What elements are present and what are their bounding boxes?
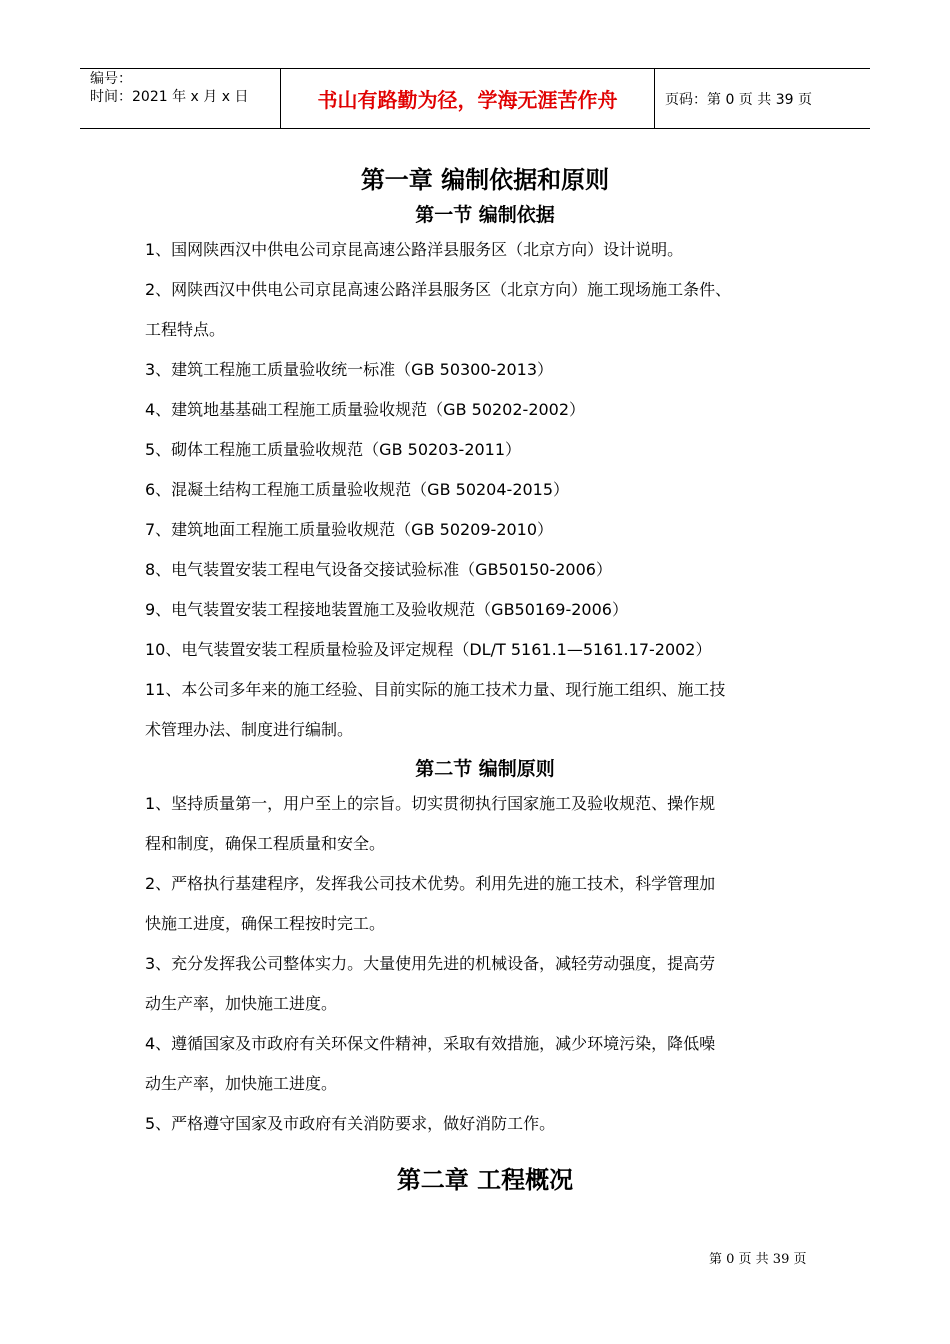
section-1-line: 8、电气装置安装工程电气设备交接试验标准（GB50150-2006） xyxy=(145,560,612,579)
section-1-title: 第一节 编制依据 xyxy=(415,204,555,226)
section-2-line: 1、坚持质量第一，用户至上的宗旨。切实贯彻执行国家施工及验收规范、操作规 xyxy=(145,794,716,813)
section-1-line: 10、电气装置安装工程质量检验及评定规程（DL/T 5161.1—5161.17-2002） xyxy=(145,640,712,659)
section-2-line: 4、遵循国家及市政府有关环保文件精神，采取有效措施，减少环境污染，降低噪 xyxy=(145,1034,716,1053)
section-1-line: 工程特点。 xyxy=(145,320,226,339)
header-motto-cell xyxy=(281,69,655,128)
section-2-list xyxy=(145,784,825,1144)
section-2-line: 2、严格执行基建程序，发挥我公司技术优势。利用先进的施工技术，科学管理加 xyxy=(145,874,716,893)
section-2-line: 3、充分发挥我公司整体实力。大量使用先进的机械设备，减轻劳动强度，提高劳 xyxy=(145,954,716,973)
section-1-line: 7、建筑地面工程施工质量验收规范（GB 50209-2010） xyxy=(145,520,554,539)
section-2-line: 动生产率，加快施工进度。 xyxy=(145,1074,338,1093)
header-page-cell xyxy=(655,69,870,128)
section-2-line: 动生产率，加快施工进度。 xyxy=(145,994,338,1013)
section-1-line: 4、建筑地基基础工程施工质量验收规范（GB 50202-2002） xyxy=(145,400,586,419)
chapter-1-title: 第一章 编制依据和原则 xyxy=(360,166,610,194)
header-motto: 书山有路勤为径，学海无涯苦作舟 xyxy=(317,88,618,112)
header-info-cell xyxy=(80,69,281,128)
section-1-line: 6、混凝土结构工程施工质量验收规范（GB 50204-2015） xyxy=(145,480,570,499)
section-1-line: 1、国网陕西汉中供电公司京昆高速公路洋县服务区（北京方向）设计说明。 xyxy=(145,240,684,259)
chapter-2-title: 第二章 工程概况 xyxy=(396,1166,574,1194)
header-page-code: 页码：第 0 页 共 39 页 xyxy=(665,91,812,108)
section-1-line: 术管理办法、制度进行编制。 xyxy=(145,720,354,739)
section-2-line: 5、严格遵守国家及市政府有关消防要求，做好消防工作。 xyxy=(145,1114,556,1133)
section-1-list xyxy=(145,230,825,750)
section-1-line: 3、建筑工程施工质量验收统一标准（GB 50300-2013） xyxy=(145,360,554,379)
section-1-line: 5、砌体工程施工质量验收规范（GB 50203-2011） xyxy=(145,440,522,459)
document-date-label: 时间：2021 年 x 月 x 日 xyxy=(90,89,249,105)
page-footer: 第 0 页 共 39 页 xyxy=(709,1252,807,1267)
section-1-line: 11、本公司多年来的施工经验、目前实际的施工技术力量、现行施工组织、施工技 xyxy=(145,680,726,699)
section-1-line: 2、网陕西汉中供电公司京昆高速公路洋县服务区（北京方向）施工现场施工条件、 xyxy=(145,280,732,299)
section-2-line: 快施工进度，确保工程按时完工。 xyxy=(145,914,386,933)
section-2-line: 程和制度，确保工程质量和安全。 xyxy=(145,834,386,853)
document-code-label: 编号： xyxy=(90,71,132,87)
document-header xyxy=(80,68,870,129)
document-body xyxy=(145,160,825,1200)
section-2-title: 第二节 编制原则 xyxy=(415,758,555,780)
section-1-line: 9、电气装置安装工程接地装置施工及验收规范（GB50169-2006） xyxy=(145,600,628,619)
